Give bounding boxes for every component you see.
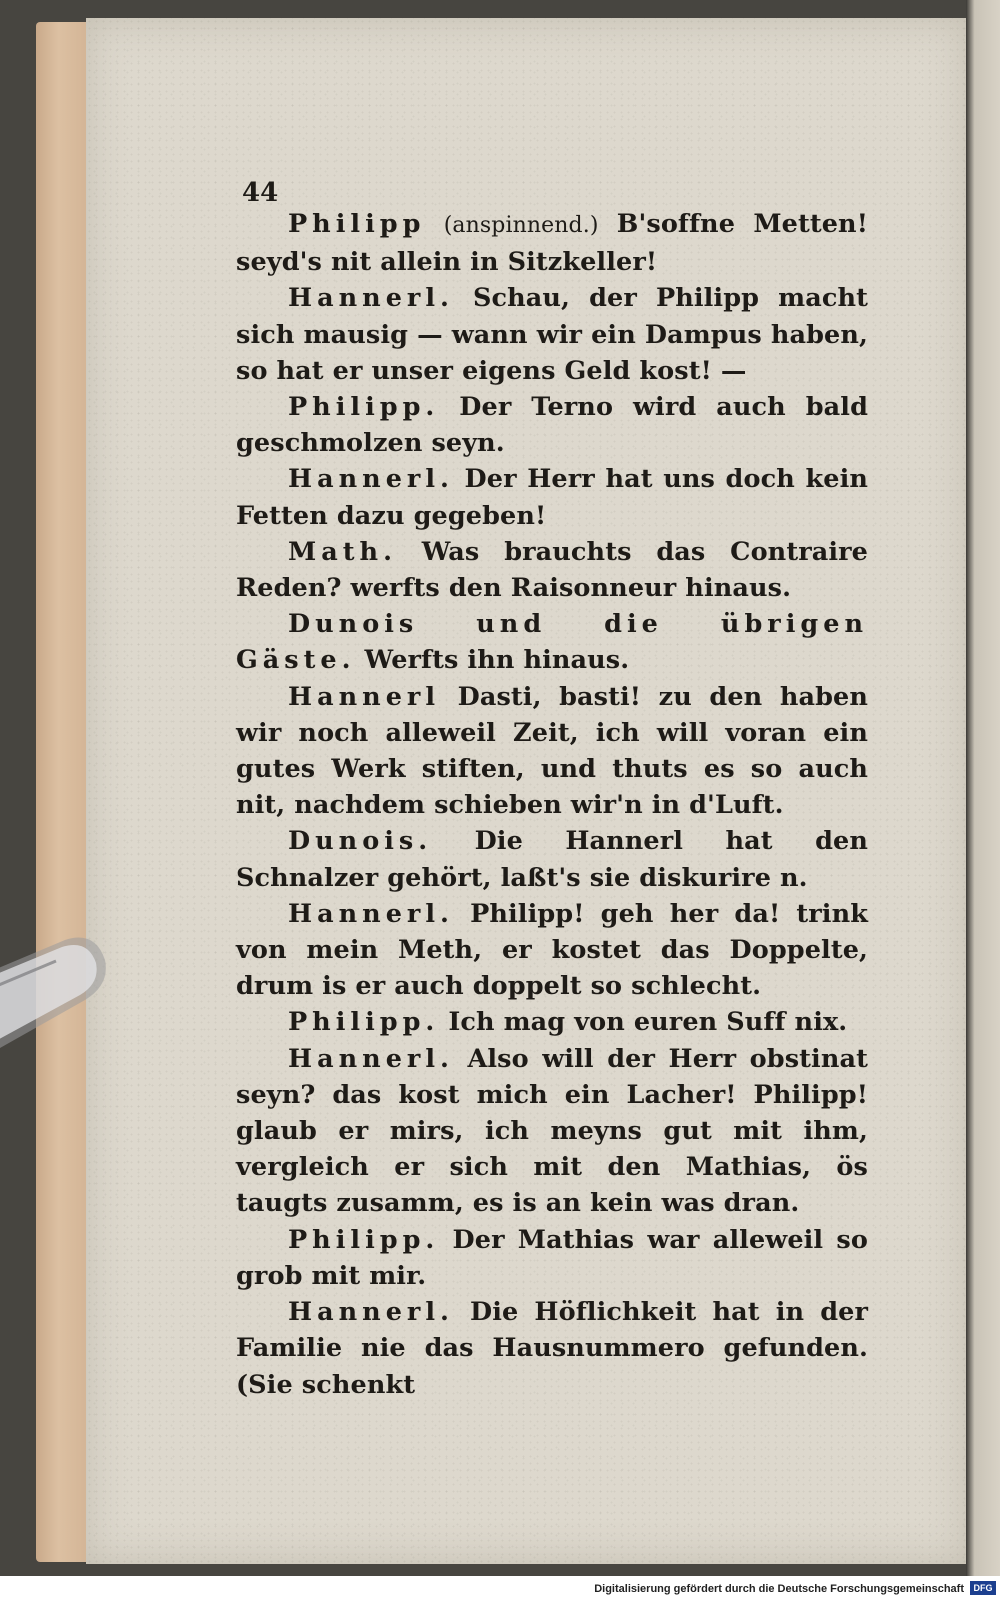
speech: Schau, der Philipp macht sich mausig — wann wir ein Dampus haben, so hat er unser eigens Geld kost! —: [236, 283, 868, 386]
paragraph: [236, 389, 868, 461]
speech: Was brauchts das Contraire Reden? werfts den Raisonneur hinaus.: [236, 536, 868, 604]
footer-credit: Digitalisierung gefördert durch die Deutsche Forschungsgemeinschaft: [594, 1583, 964, 1595]
speech: Dasti, basti! zu den haben wir noch alleweil Zeit, ich will voran ein gutes Werk stiften, und thuts es so auch nit, nachdem schieben wir'n in d'Luft.: [236, 681, 868, 821]
speech: B'soffne Metten! seyd's nit allein in Sitzkeller!: [236, 209, 868, 278]
speaker: Math.: [288, 536, 397, 567]
speaker: Hannerl.: [288, 898, 454, 929]
speech: Ich mag von euren Suff nix.: [448, 1007, 848, 1038]
stage-direction: (anspinnend.): [443, 213, 599, 238]
speaker: Philipp.: [288, 392, 440, 423]
speech: Also will der Herr obstinat seyn? das kost mich ein Lacher! Philipp! glaub er mirs, ich meyns gut mit ihm, vergleich er sich mit den Mathias, ös taugts zusamm, es is an kein was dran.: [236, 1043, 868, 1219]
paragraph: [236, 1222, 868, 1294]
paragraph: [236, 206, 868, 280]
speaker: Philipp: [288, 209, 426, 239]
paragraph: [236, 1004, 868, 1040]
speech: Werfts ihn hinaus.: [364, 645, 630, 676]
paragraph: [236, 823, 868, 895]
speech: Die Höflichkeit hat in der Familie nie das Hausnummero gefunden. (Sie schenkt: [236, 1297, 869, 1400]
page-number: 44: [242, 178, 279, 208]
paragraph: [236, 679, 868, 824]
speech: Der Herr hat uns doch kein Fetten dazu gegeben!: [236, 464, 868, 531]
paragraph: [236, 534, 868, 606]
speech: Der Terno wird auch bald geschmolzen seyn.: [236, 392, 868, 459]
book-page: [86, 18, 966, 1564]
speech: Philipp! geh her da! trink von mein Meth, er kostet das Doppelte, drum is er auch doppelt so schlecht.: [236, 898, 869, 1002]
speaker: Hannerl.: [288, 464, 454, 495]
speaker: Hannerl.: [288, 1043, 454, 1074]
speech: Die Hannerl hat den Schnalzer gehört, laßt's sie diskurire n.: [236, 826, 868, 893]
paragraph: [236, 280, 868, 389]
speaker: Hannerl.: [288, 283, 454, 314]
paragraph: [236, 1294, 868, 1403]
speech: Der Mathias war alleweil so grob mit mir.: [236, 1224, 868, 1291]
speaker: Dunois und die übrigen Gäste.: [236, 609, 868, 676]
page-text: [236, 206, 868, 1403]
facing-page-edge: [966, 0, 1000, 1580]
speaker: Hannerl: [288, 681, 441, 712]
dfg-logo-icon: DFG: [970, 1581, 996, 1595]
paragraph: [236, 461, 868, 533]
speaker: Hannerl.: [288, 1297, 454, 1328]
speaker: Dunois.: [288, 826, 433, 857]
paragraph: [236, 606, 868, 678]
page-edges: [36, 22, 92, 1562]
speaker: Philipp.: [288, 1224, 440, 1255]
paragraph: [236, 1041, 868, 1222]
page-clip-icon: [0, 925, 130, 1075]
footer-bar: [0, 1576, 1000, 1598]
speaker: Philipp.: [288, 1007, 440, 1038]
paragraph: [236, 896, 868, 1005]
